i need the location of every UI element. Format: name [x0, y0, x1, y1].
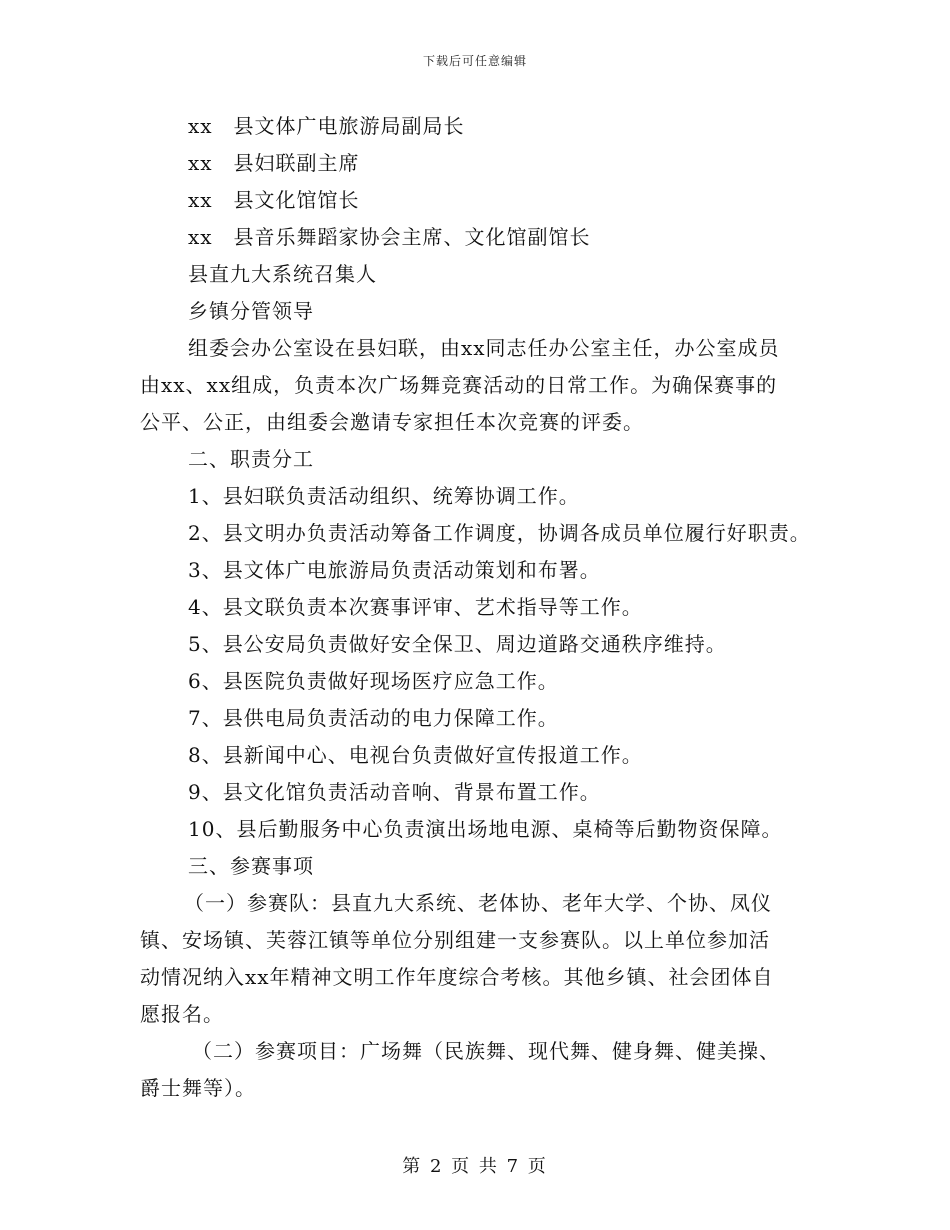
text-line: xx 县文体广电旅游局副局长: [188, 114, 465, 138]
text-line: 乡镇分管领导: [188, 299, 314, 323]
list-item: 1、县妇联负责活动组织、统筹协调工作。: [188, 484, 580, 508]
section-heading: 三、参赛事项: [188, 854, 314, 878]
list-item: 9、县文化馆负责活动音响、背景布置工作。: [188, 780, 601, 804]
list-item: 3、县文体广电旅游局负责活动策划和布署。: [188, 558, 601, 582]
paragraph-line: 爵士舞等）。: [140, 1076, 256, 1100]
text-line: xx 县妇联副主席: [188, 151, 360, 175]
list-item: 6、县医院负责做好现场医疗应急工作。: [188, 669, 559, 693]
paragraph-line: 公平、公正，由组委会邀请专家担任本次竞赛的评委。: [140, 410, 644, 434]
page-number-footer: 第 2 页 共 7 页: [402, 1156, 548, 1177]
paragraph-line: （一）参赛队：县直九大系统、老体协、老年大学、个协、凤仪: [184, 891, 772, 915]
page-header: 下载后可任意编辑: [422, 54, 527, 68]
paragraph-line: 镇、安场镇、芙蓉江镇等单位分别组建一支参赛队。以上单位参加活: [140, 928, 770, 952]
paragraph-line: 动情况纳入xx年精神文明工作年度综合考核。其他乡镇、社会团体自: [140, 965, 774, 989]
paragraph-line: 组委会办公室设在县妇联，由xx同志任办公室主任，办公室成员: [188, 336, 780, 360]
list-item: 2、县文明办负责活动筹备工作调度，协调各成员单位履行好职责。: [188, 521, 811, 545]
text-line: 县直九大系统召集人: [188, 262, 377, 286]
text-line: xx 县文化馆馆长: [188, 188, 360, 212]
document-body: [140, 108, 830, 1107]
list-item: 10、县后勤服务中心负责演出场地电源、桌椅等后勤物资保障。: [188, 817, 783, 841]
list-item: 8、县新闻中心、电视台负责做好宣传报道工作。: [188, 743, 643, 767]
list-item: 5、县公安局负责做好安全保卫、周边道路交通秩序维持。: [188, 632, 727, 656]
paragraph-line: （二）参赛项目：广场舞（民族舞、现代舞、健身舞、健美操、: [192, 1039, 780, 1063]
list-item: 4、县文联负责本次赛事评审、艺术指导等工作。: [188, 595, 643, 619]
paragraph-line: 由xx、xx组成，负责本次广场舞竞赛活动的日常工作。为确保赛事的: [140, 373, 778, 397]
list-item: 7、县供电局负责活动的电力保障工作。: [188, 706, 559, 730]
text-line: xx 县音乐舞蹈家协会主席、文化馆副馆长: [188, 225, 591, 249]
section-heading: 二、职责分工: [188, 447, 314, 471]
paragraph-line: 愿报名。: [140, 1002, 224, 1026]
